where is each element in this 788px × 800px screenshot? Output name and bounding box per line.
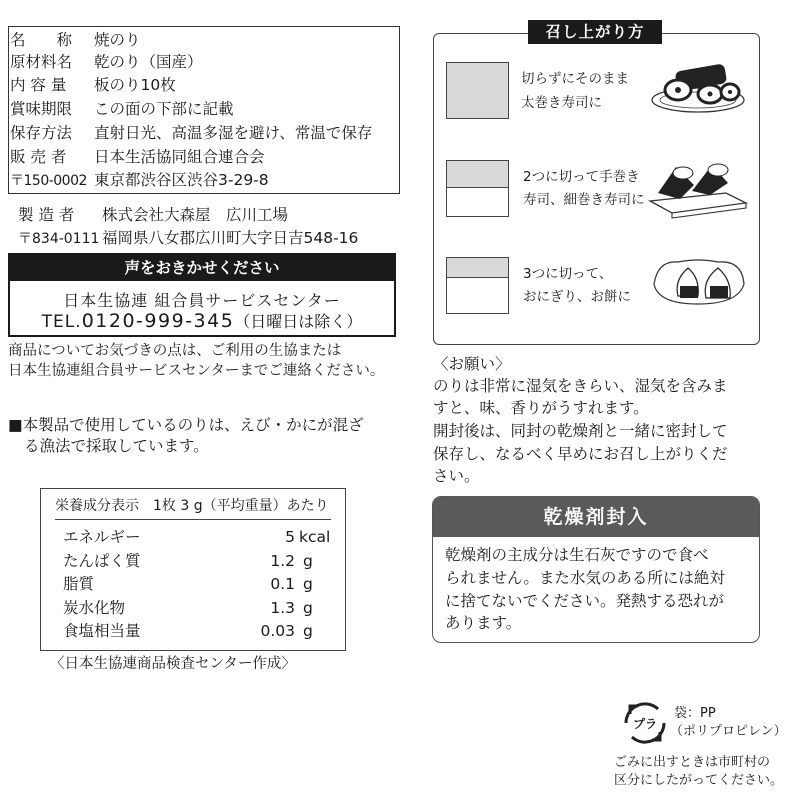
nutrition-row-carbohydrate (63, 597, 333, 620)
info-address: 東京都渋谷区渋谷3-29-8 (94, 171, 269, 189)
tel-note: （日曜日は除く） (234, 312, 363, 331)
tel-prefix: TEL. (41, 312, 82, 332)
desiccant-line: あります。 (445, 614, 522, 632)
tel-number: 0120-999-345 (81, 310, 235, 332)
info-value: 日本生活協同組合連合会 (94, 148, 265, 166)
info-value: 焼のり (94, 31, 141, 49)
request-line: すと、味、香りがうすれます。 (433, 399, 649, 417)
nutrient-name: 食塩相当量 (63, 622, 141, 640)
info-row-name (10, 30, 141, 50)
serving-text: 寿司、細巻き寿司に (523, 192, 645, 208)
manufacturer-address: 福岡県八女郡広川町大字日吉548-16 (102, 229, 359, 247)
manufacturer-label: 製 造 者 (18, 206, 75, 224)
serving-title: 召し上がり方 (528, 20, 662, 44)
nutrient-unit: g (303, 575, 313, 593)
info-postal: 〒150-0002 (10, 173, 87, 189)
info-label: 原材料名 (10, 53, 73, 71)
nutrition-row-energy (63, 526, 333, 549)
recycle-label: プラ (632, 717, 658, 731)
info-label: 保存方法 (10, 124, 73, 142)
nutrient-value: 5 (285, 528, 295, 546)
nutrient-unit: kcal (299, 528, 331, 546)
info-row-seller (10, 147, 265, 167)
info-value: 乾のり（国産） (94, 53, 203, 71)
info-label: 内 容 量 (10, 76, 67, 94)
nori-half-sheet-icon (446, 160, 509, 217)
request-line: のりは非常に湿気をきらい、湿気を含みま (433, 377, 728, 395)
desiccant-line: 乾燥剤の主成分は生石灰ですので食べ (445, 546, 709, 564)
serving-text: 切らずにそのまま (521, 71, 629, 87)
nutrition-row-salt (63, 620, 333, 643)
nori-third-sheet-icon (446, 257, 509, 314)
nutrient-name: 炭水化物 (63, 599, 126, 617)
info-row-storage (10, 123, 372, 143)
info-row-ingredients (10, 52, 203, 72)
nutrient-name: 脂質 (63, 575, 95, 593)
contact-note-line: 日本生協連組合員サービスセンターまでご連絡ください。 (8, 363, 385, 379)
allergen-note-line: ■本製品で使用しているのりは、えび・かにが混ざ (8, 416, 364, 434)
packaging-material: 袋：PP (674, 706, 716, 721)
contact-header: 声をおきかせください (10, 255, 394, 281)
disposal-note-line: ごみに出すときは市町村の (614, 755, 771, 770)
allergen-note-line: る漁法で採取しています。 (24, 437, 209, 455)
info-label: 販 売 者 (10, 148, 67, 166)
manufacturer-name: 株式会社大森屋 広川工場 (102, 206, 289, 224)
contact-box (8, 253, 396, 337)
nutrition-row-fat (63, 573, 333, 596)
info-row-content (10, 75, 176, 95)
nutrition-divider (55, 519, 331, 520)
serving-text: おにぎり、お餅に (523, 289, 631, 305)
request-title: 〈お願い〉 (433, 355, 511, 373)
serving-text: 2つに切って手巻き (523, 169, 640, 185)
info-value: 直射日光、高温多湿を避け、常温で保存 (94, 124, 373, 142)
manufacturer-postal: 〒834-0111 (18, 231, 100, 247)
temaki-sushi-icon (646, 155, 750, 219)
nutrient-unit: g (303, 599, 313, 617)
nutrient-unit: g (303, 622, 313, 640)
service-center-name: 日本生協連 組合員サービスセンター (63, 291, 341, 310)
request-line: さい。 (433, 467, 480, 485)
packaging-material-note: （ポリプロピレン） (670, 724, 787, 739)
nutrient-value: 1.2 (270, 552, 295, 570)
desiccant-line: られません。また水気のある所には絶対 (445, 569, 725, 587)
nutrient-unit: g (303, 552, 313, 570)
telephone (10, 309, 394, 332)
info-row-best-before (10, 99, 234, 119)
onigiri-icon (648, 254, 748, 310)
nutrition-footer: 〈日本生協連商品検査センター作成〉 (50, 656, 296, 672)
info-row-seller-address (10, 170, 269, 191)
serving-text: 3つに切って、 (523, 266, 613, 282)
request-line: 開封後は、同封の乾燥剤と一緒に密封して (433, 422, 728, 440)
contact-note-line: 商品についてお気づきの点は、ご利用の生協または (8, 343, 342, 359)
request-line: 保存し、なるべく早めにお召し上がりくだ (433, 445, 728, 463)
serving-text: 太巻き寿司に (521, 95, 602, 111)
desiccant-title: 乾燥剤封入 (433, 497, 759, 537)
nutrition-row-protein (63, 550, 333, 573)
nutrient-value: 1.3 (270, 599, 295, 617)
info-label: 賞味期限 (10, 100, 73, 118)
nutrition-table (40, 488, 346, 651)
manufacturer-row (18, 205, 288, 225)
info-value: 板のり10枚 (94, 76, 176, 94)
nutrient-name: たんぱく質 (63, 552, 141, 570)
desiccant-line: に捨てないでください。発熱する恐れが (445, 592, 725, 610)
manufacturer-address-row (18, 228, 358, 249)
nutrient-name: エネルギー (63, 528, 141, 546)
futomaki-sushi-icon (648, 58, 748, 118)
nutrient-value: 0.03 (260, 622, 295, 640)
info-value: この面の下部に記載 (94, 100, 234, 118)
nori-whole-sheet-icon (446, 62, 509, 119)
nutrition-header: 栄養成分表示 1枚 3 g（平均重量）あたり (55, 498, 329, 514)
nutrient-value: 0.1 (270, 575, 295, 593)
disposal-note-line: 区分にしたがってください。 (614, 773, 784, 788)
plastic-recycle-mark-icon (622, 700, 668, 746)
info-label: 名 称 (10, 31, 73, 49)
